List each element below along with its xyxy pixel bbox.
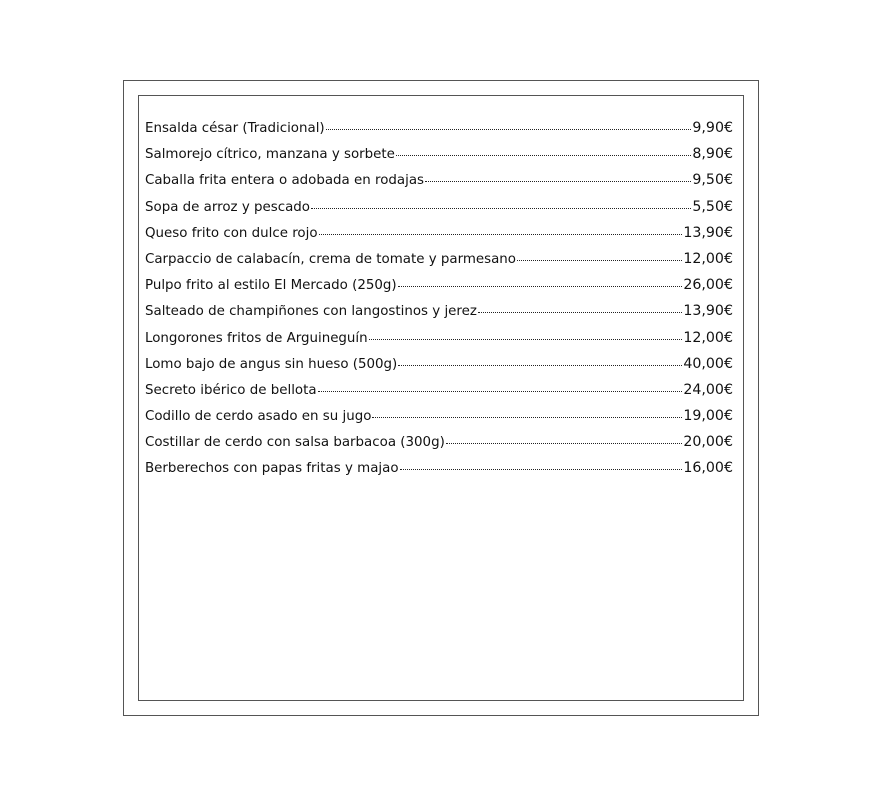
menu-item	[145, 460, 733, 486]
menu-item	[145, 251, 733, 277]
dish-price: 13,90€	[683, 303, 733, 320]
dotted-leader	[478, 311, 682, 313]
menu-outer-frame	[123, 80, 759, 716]
dotted-leader	[425, 180, 691, 182]
menu-item	[145, 356, 733, 382]
menu-item	[145, 382, 733, 408]
dotted-leader	[319, 233, 683, 235]
dish-name: Pulpo frito al estilo El Mercado (250g)	[145, 278, 397, 294]
dish-price: 13,90€	[683, 224, 733, 241]
dish-name: Secreto ibérico de bellota	[145, 382, 317, 398]
menu-item	[145, 172, 733, 198]
menu-item	[145, 120, 733, 146]
dish-name: Costillar de cerdo con salsa barbacoa (300g)	[145, 435, 445, 451]
dotted-leader	[372, 416, 682, 418]
dish-name: Salteado de champiñones con langostinos y jerez	[145, 304, 477, 320]
dish-price: 12,00€	[683, 329, 733, 346]
menu-list	[145, 120, 733, 487]
dish-price: 26,00€	[683, 277, 733, 294]
dish-name: Lomo bajo de angus sin hueso (500g)	[145, 356, 398, 372]
menu-item	[145, 408, 733, 434]
menu-item	[145, 434, 733, 460]
dish-price: 19,00€	[683, 408, 733, 425]
dotted-leader	[400, 468, 683, 470]
menu-item	[145, 146, 733, 172]
dish-price: 20,00€	[683, 434, 733, 451]
dish-name: Longorones fritos de Arguineguín	[145, 330, 368, 346]
dish-price: 12,00€	[683, 250, 733, 267]
dish-name: Ensalda césar (Tradicional)	[145, 121, 325, 136]
dish-price: 9,90€	[692, 120, 733, 136]
dotted-leader	[517, 259, 682, 261]
dotted-leader	[446, 442, 683, 444]
dotted-leader	[398, 364, 682, 366]
dish-name: Salmorejo cítrico, manzana y sorbete	[145, 147, 395, 163]
menu-item	[145, 225, 733, 251]
dotted-leader	[311, 207, 691, 209]
dish-price: 5,50€	[692, 198, 733, 215]
dish-price: 9,50€	[692, 172, 733, 189]
dish-name: Sopa de arroz y pescado	[145, 199, 310, 215]
dish-price: 40,00€	[683, 355, 733, 372]
menu-inner-frame	[138, 95, 744, 701]
menu-item	[145, 330, 733, 356]
dish-price: 16,00€	[683, 460, 733, 477]
dish-name: Codillo de cerdo asado en su jugo	[145, 409, 372, 425]
dish-name: Berberechos con papas fritas y majao	[145, 461, 399, 477]
dish-price: 24,00€	[683, 381, 733, 398]
menu-item	[145, 277, 733, 303]
dotted-leader	[398, 285, 683, 287]
dotted-leader	[396, 154, 691, 156]
menu-item	[145, 303, 733, 329]
dish-name: Caballa frita entera o adobada en rodajas	[145, 173, 425, 189]
menu-item	[145, 199, 733, 225]
dish-price: 8,90€	[692, 146, 733, 163]
dish-name: Carpaccio de calabacín, crema de tomate y parmesano	[145, 251, 516, 267]
dotted-leader	[318, 390, 683, 392]
dotted-leader	[326, 128, 692, 130]
dish-name: Queso frito con dulce rojo	[145, 225, 318, 241]
dotted-leader	[369, 338, 683, 340]
